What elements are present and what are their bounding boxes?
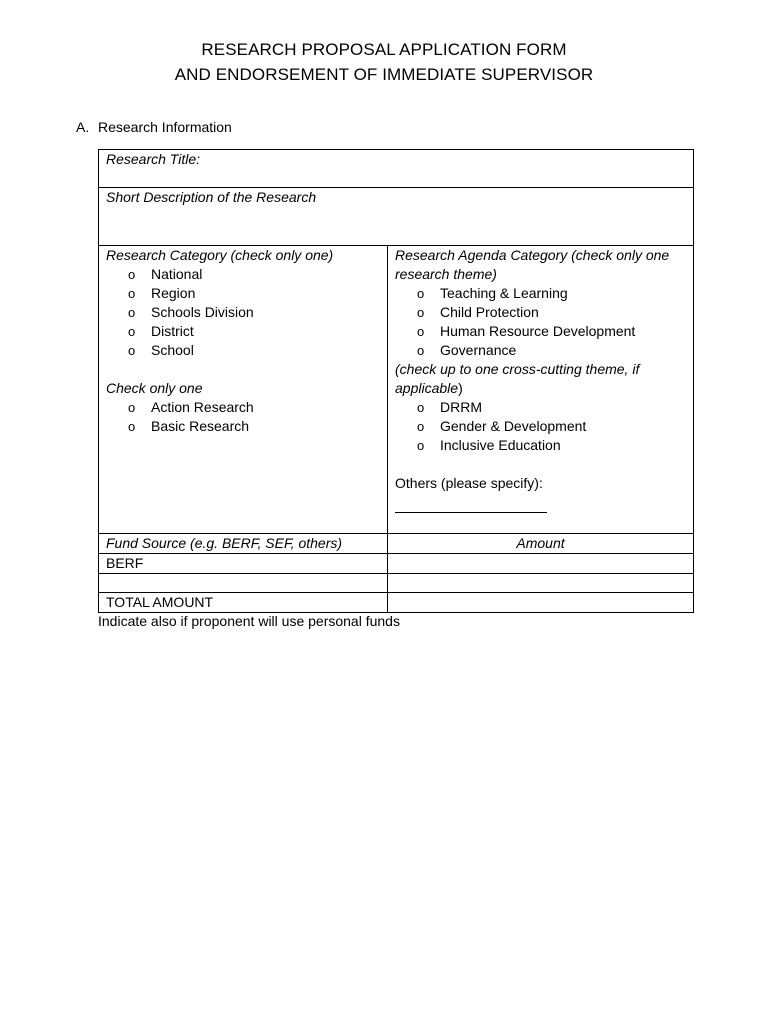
others-specify-input[interactable] — [395, 495, 547, 513]
radio-circle-icon[interactable]: o — [128, 343, 136, 358]
fund-row-2 — [99, 574, 694, 593]
research-category-options — [106, 265, 380, 360]
option-label: District — [151, 323, 194, 339]
form-title-line1: RESEARCH PROPOSAL APPLICATION FORM — [201, 40, 567, 59]
option-label: Child Protection — [440, 304, 539, 320]
option-teaching-learning[interactable] — [395, 284, 686, 303]
agenda-category-options — [395, 284, 686, 360]
research-title-label: Research Title: — [106, 151, 201, 167]
option-district[interactable] — [106, 322, 380, 341]
option-label: Governance — [440, 342, 517, 358]
option-gender-development[interactable] — [395, 417, 686, 436]
research-type-options — [106, 398, 380, 436]
option-label: Basic Research — [151, 418, 250, 434]
radio-circle-icon[interactable]: o — [128, 286, 136, 301]
section-heading — [76, 118, 232, 136]
amount-cell[interactable] — [388, 554, 694, 574]
radio-circle-icon[interactable]: o — [417, 286, 425, 301]
spacer — [395, 455, 686, 474]
option-schools-division[interactable] — [106, 303, 380, 322]
option-human-resource-development[interactable] — [395, 322, 686, 341]
short-description-row — [99, 188, 694, 246]
radio-circle-icon[interactable]: o — [128, 400, 136, 415]
option-label: Human Resource Development — [440, 323, 636, 339]
radio-circle-icon[interactable]: o — [417, 438, 425, 453]
fund-source-cell[interactable] — [99, 574, 388, 593]
radio-circle-icon[interactable]: o — [417, 324, 425, 339]
option-region[interactable] — [106, 284, 380, 303]
form-title-line2: AND ENDORSEMENT OF IMMEDIATE SUPERVISOR — [174, 65, 594, 84]
radio-circle-icon[interactable]: o — [417, 305, 425, 320]
radio-circle-icon[interactable]: o — [417, 419, 425, 434]
radio-circle-icon[interactable]: o — [128, 419, 136, 434]
total-amount-cell[interactable] — [388, 593, 694, 613]
option-child-protection[interactable] — [395, 303, 686, 322]
personal-funds-note: Indicate also if proponent will use personal funds — [98, 613, 400, 629]
option-label: Teaching & Learning — [440, 285, 568, 301]
fund-row-1 — [99, 554, 694, 574]
spacer — [106, 360, 380, 379]
option-label: National — [151, 266, 203, 282]
fund-header-row — [99, 534, 694, 554]
agenda-category-cell — [388, 246, 694, 534]
others-label: Others (please specify): — [395, 475, 543, 491]
option-label: DRRM — [440, 399, 482, 415]
agenda-category-label: Research Agenda Category (check only one research theme) — [395, 247, 670, 282]
option-inclusive-education[interactable] — [395, 436, 686, 455]
amount-header: Amount — [388, 534, 694, 554]
option-label: Action Research — [151, 399, 254, 415]
categories-row — [99, 246, 694, 534]
option-label: Inclusive Education — [440, 437, 561, 453]
option-action-research[interactable] — [106, 398, 380, 417]
research-title-row — [99, 150, 694, 188]
radio-circle-icon[interactable]: o — [128, 305, 136, 320]
radio-circle-icon[interactable]: o — [417, 343, 425, 358]
research-category-label: Research Category (check only one) — [106, 247, 334, 263]
option-school[interactable] — [106, 341, 380, 360]
cross-cutting-label: (check up to one cross-cutting theme, if applicable) — [395, 361, 640, 396]
total-amount-label: TOTAL AMOUNT — [99, 593, 388, 613]
total-row — [99, 593, 694, 613]
option-label: School — [151, 342, 194, 358]
short-description-label: Short Description of the Research — [106, 189, 317, 205]
option-basic-research[interactable] — [106, 417, 380, 436]
fund-source-header: Fund Source (e.g. BERF, SEF, others) — [99, 534, 388, 554]
amount-cell[interactable] — [388, 574, 694, 593]
radio-circle-icon[interactable]: o — [417, 400, 425, 415]
option-national[interactable] — [106, 265, 380, 284]
fund-source-cell[interactable]: BERF — [99, 554, 388, 574]
short-description-field[interactable] — [99, 188, 694, 246]
option-governance[interactable] — [395, 341, 686, 360]
option-label: Region — [151, 285, 196, 301]
cross-cutting-options — [395, 398, 686, 455]
option-label: Schools Division — [151, 304, 254, 320]
radio-circle-icon[interactable]: o — [128, 267, 136, 282]
research-type-label: Check only one — [106, 380, 203, 396]
section-letter: A. — [76, 119, 90, 135]
research-title-field[interactable] — [99, 150, 694, 188]
research-info-table — [98, 149, 694, 613]
option-label: Gender & Development — [440, 418, 587, 434]
option-drrm[interactable] — [395, 398, 686, 417]
radio-circle-icon[interactable]: o — [128, 324, 136, 339]
section-title: Research Information — [98, 119, 232, 135]
research-category-cell — [99, 246, 388, 534]
